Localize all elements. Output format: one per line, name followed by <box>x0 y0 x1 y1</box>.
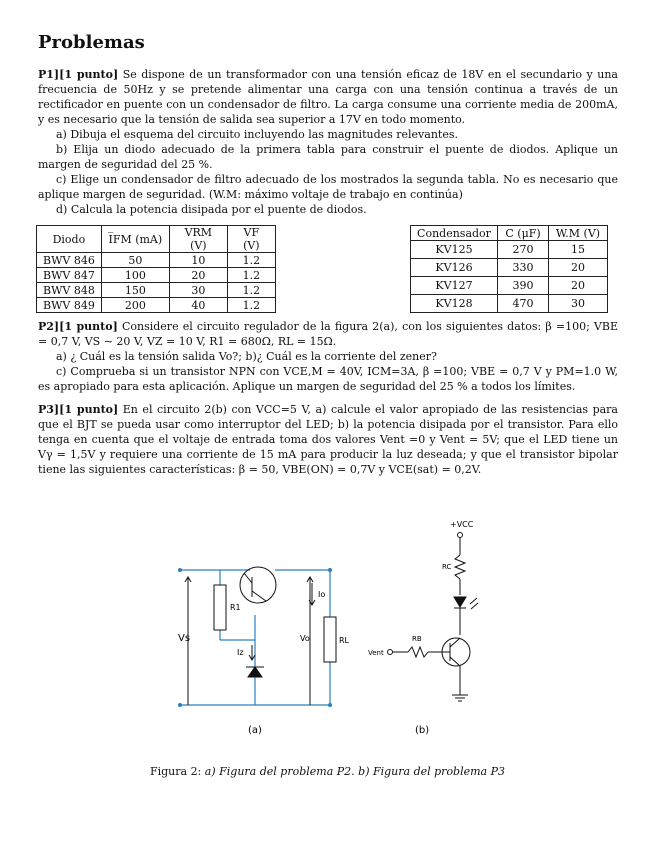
cap-col-header: W.M (V) <box>549 226 608 241</box>
cap-col-header: C (μF) <box>498 226 549 241</box>
sub-a: (a) <box>248 725 262 736</box>
table-row: KV126 330 20 <box>411 259 608 277</box>
p1-item-c: c) Elige un condensador de filtro adecuado de los mostrados la segunda tabla. No es necesario que aplique margen de seguridad. (W.M: máximo voltaje de trabajo en continúa) <box>38 173 618 201</box>
p2-intro: P2][1 punto] Considere el circuito regulador de la figura 2(a), con los siguientes datos: β =100; VBE = 0,7 V, VS ∼ 20 V, VZ = 10 V, R1 = 680Ω, RL = 15Ω. <box>38 320 618 348</box>
label-rc: RC <box>442 563 452 571</box>
zener-diode <box>248 667 262 677</box>
cap-col-header: Condensador <box>411 226 498 241</box>
resistor-rb <box>408 647 428 657</box>
label-r1: R1 <box>230 603 241 612</box>
p2-item-c: c) Comprueba si un transistor NPN con VCE,M = 40V, ICM=3A, β =100; VBE = 0,7 V y PM=1.0 W, es apropiado para esta aplicación. Aplique un margen de seguridad del 25 % a todos los límites. <box>38 365 618 393</box>
table-row: BWV 847 100 20 1.2 <box>37 268 276 283</box>
p3-text: P3][1 punto] En el circuito 2(b) con VCC=5 V, a) calcule el valor apropiado de las resistencias para que el BJT se pueda usar como interruptor del LED; b) la potencia disipada por el transistor. Para ello tenga en cuenta que el voltaje de entrada toma dos valores Vent =0 y Vent = 5V; que el LED tiene un Vγ = 1,5V y requiere una corriente de 15 mA para producir la luz deseada; y que el transistor bipolar tiene las siguientes características: β = 50, VBE(ON) = 0,7V y VCE(sat) = 0,2V. <box>38 403 618 476</box>
p1-label: P1][1 punto] <box>38 68 119 81</box>
p3-label: P3][1 punto] <box>38 403 119 416</box>
diode-col-header: I̅FM (mA) <box>101 226 169 253</box>
diode-table <box>36 225 276 313</box>
table-row: BWV 849 200 40 1.2 <box>37 298 276 313</box>
figure-2 <box>140 505 520 745</box>
transistor-a <box>240 567 276 603</box>
resistor-rc <box>455 555 465 579</box>
table-row: KV127 390 20 <box>411 277 608 295</box>
label-vent: Vent <box>368 649 384 657</box>
label-iz: Iz <box>237 648 244 657</box>
capacitor-table <box>410 225 608 313</box>
p2-item-a: a) ¿ Cuál es la tensión salida Vo?; b)¿ Cuál es la corriente del zener? <box>56 350 437 363</box>
resistor-rl <box>324 617 336 662</box>
p1-item-a: a) Dibuja el esquema del circuito incluyendo las magnitudes relevantes. <box>56 128 458 141</box>
label-vcc: +VCC <box>450 520 474 529</box>
diode-col-header: Diodo <box>37 226 102 253</box>
p1-item-b: b) Elija un diodo adecuado de la primera tabla para construir el puente de diodos. Aplique un margen de seguridad del 25 %. <box>38 143 618 171</box>
page-title: Problemas <box>38 32 145 53</box>
label-vo: Vo <box>300 634 310 643</box>
diode-col-header: VRM (V) <box>169 226 227 253</box>
page-content <box>38 32 618 477</box>
table-row: BWV 846 50 10 1.2 <box>37 253 276 268</box>
resistor-r1 <box>214 585 226 630</box>
p1-item-d: d) Calcula la potencia disipada por el puente de diodos. <box>56 203 367 216</box>
label-io: Io <box>318 590 326 599</box>
label-rb: RB <box>412 635 422 643</box>
figure-caption: Figura 2: a) Figura del problema P2. b) Figura del problema P3 <box>149 765 506 778</box>
p1-intro: P1][1 punto] Se dispone de un transformador con una tensión eficaz de 18V en el secundario y una frecuencia de 50Hz y se pretende alimentar una carga con una tensión continua a través de un rectificador en puente con un condensador de filtro. La carga consume una corriente media de 200mA, y es necesario que la tensión de salida sea superior a 17V en todo momento. <box>38 68 618 126</box>
circuit-b <box>388 533 479 702</box>
label-rl: RL <box>339 636 350 645</box>
sub-b: (b) <box>415 725 430 736</box>
table-row: BWV 848 150 30 1.2 <box>37 283 276 298</box>
table-row: KV128 470 30 <box>411 295 608 313</box>
diode-col-header: VF (V) <box>227 226 275 253</box>
led <box>454 597 466 607</box>
p2-label: P2][1 punto] <box>38 320 118 333</box>
label-vs: Vs <box>178 633 191 644</box>
table-row: KV125 270 15 <box>411 241 608 259</box>
